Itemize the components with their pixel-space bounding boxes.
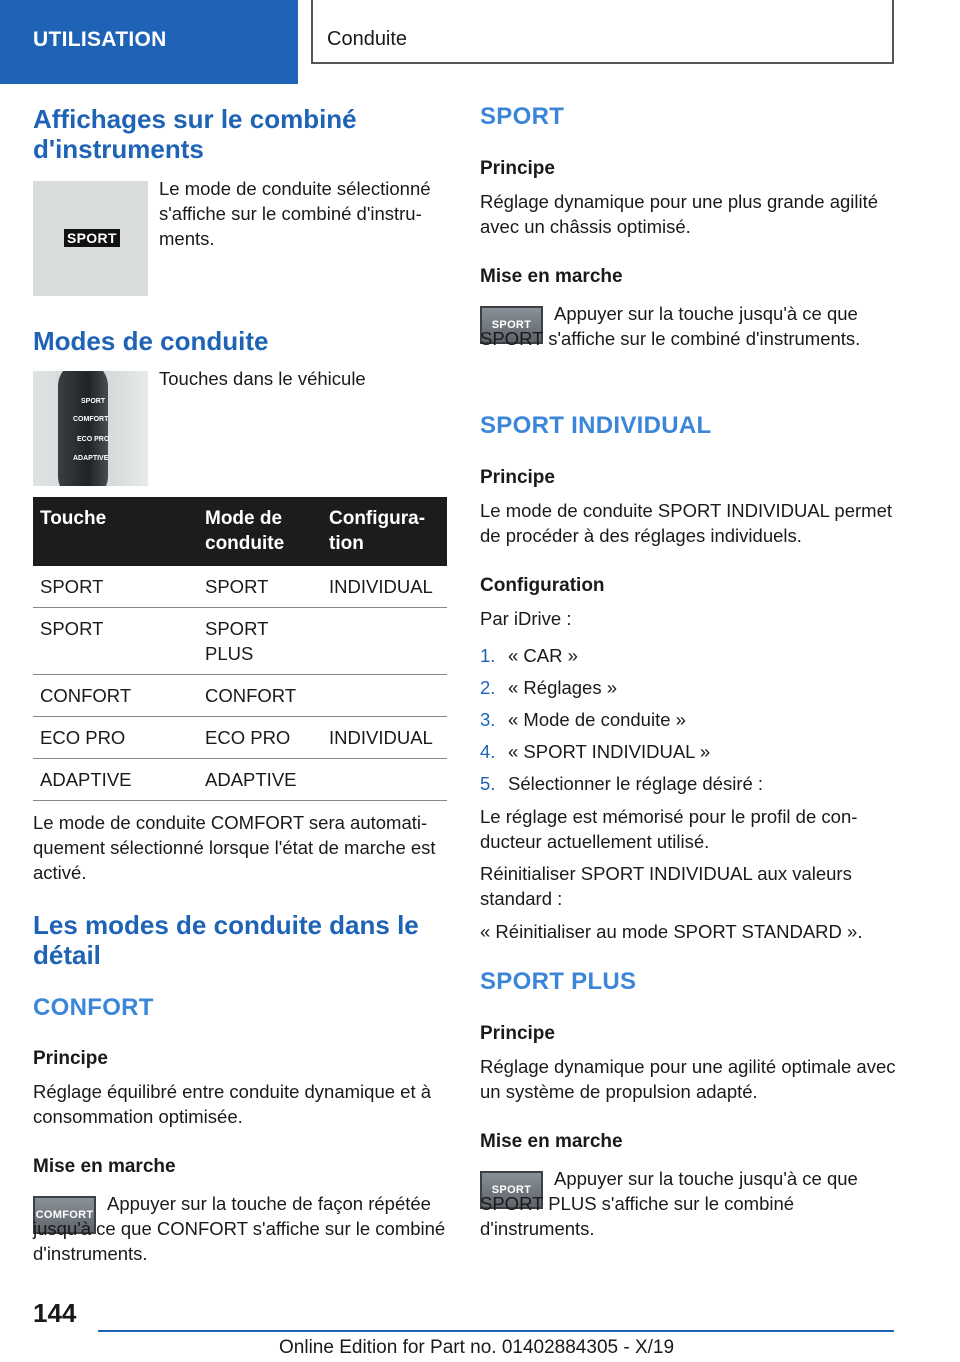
list-item	[480, 643, 900, 675]
comfort-button-label: COMFORT	[35, 1209, 94, 1221]
instrument-display-image	[33, 181, 148, 296]
step-text: Sélectionner le réglage désiré :	[508, 773, 764, 794]
header-section-label: UTILISATION	[33, 28, 167, 51]
table-cell: SPORT	[198, 566, 322, 608]
step-number: 1.	[480, 645, 496, 666]
table-row	[33, 566, 447, 608]
list-item	[480, 675, 900, 707]
heading-confort: CONFORT	[33, 994, 154, 1021]
memo-text: Le réglage est mémorisé pour le profil de conducteur actuellement utilisé.	[480, 806, 858, 852]
header-section-tab	[0, 0, 298, 84]
console-label-eco-pro: ECO PRO	[77, 436, 110, 443]
table-header-row	[33, 497, 447, 566]
sport-principe-label: Principe	[480, 158, 555, 179]
console-strip	[58, 371, 108, 486]
table-cell	[322, 608, 447, 675]
table-cell: SPORT	[33, 566, 198, 608]
after-table-text: Le mode de conduite COMFORT sera automatiquement sélectionné lorsque l'état de marche est activé.	[33, 812, 436, 883]
step-number: 2.	[480, 677, 496, 698]
console-label-adaptive: ADAPTIVE	[73, 455, 109, 462]
confort-mise-text: Appuyer sur la touche de façon répétée jusqu'à ce que CONFORT s'affiche sur le combiné d'instruments.	[33, 1193, 446, 1264]
confort-mise-label: Mise en marche	[33, 1156, 176, 1177]
heading-displays: Affichages sur le combiné d'instruments	[33, 104, 357, 164]
sport-display-badge: SPORT	[64, 229, 120, 247]
step-text: « SPORT INDIVIDUAL »	[508, 741, 711, 762]
step-text: « Mode de conduite »	[508, 709, 686, 730]
edition-text: Online Edition for Part no. 01402884305 - X/19	[279, 1337, 675, 1358]
list-item	[480, 707, 900, 739]
table-cell: CONFORT	[198, 675, 322, 717]
sport-mise-text: Appuyer sur la touche jusqu'à ce que SPORT s'affiche sur le combiné d'instruments.	[480, 303, 861, 349]
table-cell: ECO PRO	[33, 717, 198, 759]
step-text: « Réglages »	[508, 677, 618, 698]
modes-table	[33, 497, 447, 801]
config-label: Configuration	[480, 575, 605, 596]
console-label-sport: SPORT	[81, 398, 106, 405]
step-number: 4.	[480, 741, 496, 762]
table-cell: SPORT PLUS	[198, 608, 322, 675]
vehicle-buttons-image	[33, 371, 148, 486]
sport-principe-text: Réglage dynamique pour une plus grande agilité avec un châssis optimisé.	[480, 191, 879, 237]
confort-principe-label: Principe	[33, 1048, 108, 1069]
table-header-touche: Touche	[33, 497, 198, 566]
table-header-configuration: Configuration	[322, 497, 447, 566]
list-item	[480, 771, 900, 803]
plus-mise-label: Mise en marche	[480, 1131, 623, 1152]
individual-principe-label: Principe	[480, 467, 555, 488]
console-label-comfort: COMFORT	[73, 416, 109, 423]
heading-sport: SPORT	[480, 103, 565, 130]
table-header-mode: Mode de conduite	[198, 497, 322, 566]
heading-sport-plus: SPORT PLUS	[480, 968, 637, 995]
plus-mise-text: Appuyer sur la touche jusqu'à ce que SPORT PLUS s'affiche sur le combiné d'instruments.	[480, 1168, 858, 1239]
heading-detail: Les modes de conduite dans le détail	[33, 910, 419, 970]
table-cell	[322, 675, 447, 717]
header-chapter-label: Conduite	[327, 28, 408, 50]
table-cell: INDIVIDUAL	[322, 566, 447, 608]
modes-text: Touches dans le véhicule	[159, 368, 366, 389]
reset-command: « Réinitialiser au mode SPORT STANDARD ».	[480, 921, 863, 942]
plus-principe-text: Réglage dynamique pour une agilité optimale avec un système de propulsion adapté.	[480, 1056, 896, 1102]
step-text: « CAR »	[508, 645, 578, 666]
heading-modes: Modes de conduite	[33, 326, 269, 356]
config-steps-list	[480, 643, 900, 803]
header-chapter-box	[311, 0, 894, 64]
table-row	[33, 717, 447, 759]
table-cell: SPORT	[33, 608, 198, 675]
step-number: 3.	[480, 709, 496, 730]
page-number: 144	[33, 1298, 77, 1328]
reset-text: Réinitialiser SPORT INDIVIDUAL aux valeurs standard :	[480, 863, 852, 909]
table-cell: ADAPTIVE	[33, 759, 198, 801]
footer-divider	[98, 1330, 894, 1332]
sport-button-label: SPORT	[491, 319, 532, 331]
table-cell: INDIVIDUAL	[322, 717, 447, 759]
table-cell: CONFORT	[33, 675, 198, 717]
heading-sport-individual: SPORT INDIVIDUAL	[480, 412, 712, 439]
table-cell: ADAPTIVE	[198, 759, 322, 801]
config-intro: Par iDrive :	[480, 608, 572, 629]
step-number: 5.	[480, 773, 496, 794]
table-row	[33, 608, 447, 675]
table-cell: ECO PRO	[198, 717, 322, 759]
table-row	[33, 759, 447, 801]
table-cell	[322, 759, 447, 801]
displays-text: Le mode de conduite sélectionné s'affiche sur le combiné d'instruments.	[159, 178, 431, 249]
plus-principe-label: Principe	[480, 1023, 555, 1044]
confort-principe-text: Réglage équilibré entre conduite dynamique et à consommation optimisée.	[33, 1081, 432, 1127]
list-item	[480, 739, 900, 771]
sport-mise-label: Mise en marche	[480, 266, 623, 287]
individual-principe-text: Le mode de conduite SPORT INDIVIDUAL permet de procéder à des réglages individuels.	[480, 500, 892, 546]
table-row	[33, 675, 447, 717]
sport-plus-button-label: SPORT	[491, 1184, 532, 1196]
